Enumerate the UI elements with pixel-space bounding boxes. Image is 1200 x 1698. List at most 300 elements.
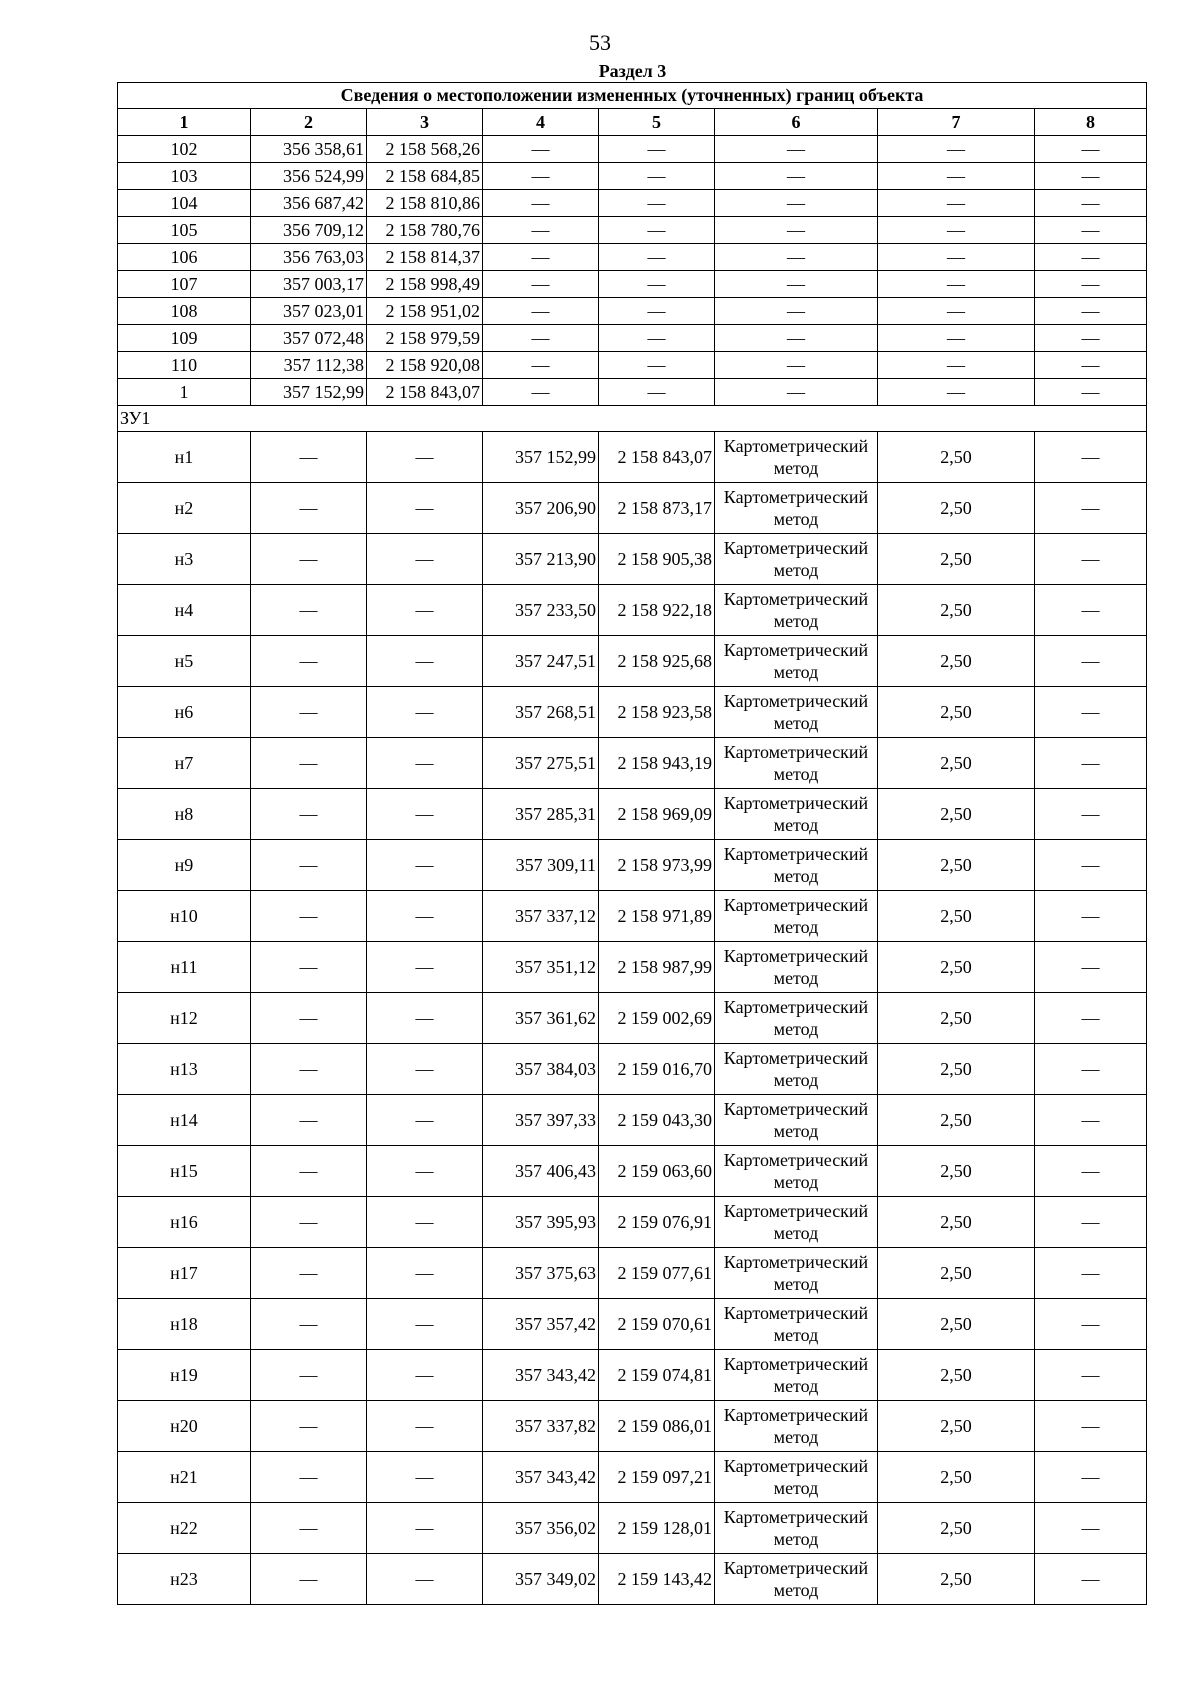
table-cell: — (251, 483, 367, 534)
table-cell: — (367, 1503, 483, 1554)
table-row (118, 687, 1147, 738)
table-cell: — (878, 244, 1035, 271)
table-cell: 2,50 (878, 687, 1035, 738)
table-cell: — (367, 1401, 483, 1452)
table-cell: — (483, 298, 599, 325)
table-cell: — (251, 891, 367, 942)
table-cell: — (483, 352, 599, 379)
table-cell: — (715, 190, 878, 217)
table-cell: н13 (118, 1044, 251, 1095)
table-cell: н7 (118, 738, 251, 789)
table-cell: 2 158 814,37 (367, 244, 483, 271)
table-cell: 357 247,51 (483, 636, 599, 687)
table-cell: — (599, 163, 715, 190)
table-cell: — (1035, 789, 1147, 840)
table-cell: Картометрический метод (715, 993, 878, 1044)
table-cell: 357 395,93 (483, 1197, 599, 1248)
table-cell: 356 687,42 (251, 190, 367, 217)
table-cell: — (1035, 325, 1147, 352)
column-number: 6 (715, 109, 878, 136)
table-cell: Картометрический метод (715, 687, 878, 738)
table-cell: — (483, 325, 599, 352)
table-caption: Сведения о местоположении измененных (уточненных) границ объекта (118, 83, 1147, 109)
table-cell: 2 159 086,01 (599, 1401, 715, 1452)
table-row (118, 163, 1147, 190)
table-cell: 2,50 (878, 840, 1035, 891)
table-cell: — (1035, 379, 1147, 406)
table-cell: — (483, 379, 599, 406)
table-cell: 2 159 070,61 (599, 1299, 715, 1350)
table-cell: 357 023,01 (251, 298, 367, 325)
column-number: 5 (599, 109, 715, 136)
table-cell: — (878, 217, 1035, 244)
table-row (118, 379, 1147, 406)
table-cell: н9 (118, 840, 251, 891)
table-cell: — (1035, 1044, 1147, 1095)
table-cell: 357 233,50 (483, 585, 599, 636)
table-cell: — (715, 244, 878, 271)
table-cell: — (367, 1095, 483, 1146)
table-cell: — (715, 352, 878, 379)
table-cell: Картометрический метод (715, 942, 878, 993)
table-cell: 2,50 (878, 993, 1035, 1044)
table-cell: 2 159 143,42 (599, 1554, 715, 1605)
table-cell: Картометрический метод (715, 1299, 878, 1350)
table-cell: — (1035, 1299, 1147, 1350)
table-cell: — (367, 1299, 483, 1350)
table-cell: Картометрический метод (715, 1401, 878, 1452)
table-row (118, 738, 1147, 789)
table-cell: 2 158 998,49 (367, 271, 483, 298)
table-cell: 357 343,42 (483, 1452, 599, 1503)
table-cell: н12 (118, 993, 251, 1044)
table-cell: 105 (118, 217, 251, 244)
section-title: Раздел 3 (598, 61, 667, 81)
table-cell: — (599, 298, 715, 325)
table-cell: — (367, 1554, 483, 1605)
table-cell: 2,50 (878, 1350, 1035, 1401)
table-cell: — (251, 1299, 367, 1350)
table-cell: 2,50 (878, 1248, 1035, 1299)
table-cell: 2,50 (878, 1146, 1035, 1197)
table-cell: — (251, 738, 367, 789)
table-cell: 356 524,99 (251, 163, 367, 190)
table-cell: — (251, 789, 367, 840)
table-cell: 2 159 077,61 (599, 1248, 715, 1299)
table-cell: — (1035, 217, 1147, 244)
table-row (118, 891, 1147, 942)
table-cell: 2 158 873,17 (599, 483, 715, 534)
table-cell: 357 112,38 (251, 352, 367, 379)
table-row (118, 1146, 1147, 1197)
table-cell: — (251, 1197, 367, 1248)
table-row (118, 271, 1147, 298)
table-cell: — (251, 1401, 367, 1452)
table-cell: 357 213,90 (483, 534, 599, 585)
table-cell: 2 159 043,30 (599, 1095, 715, 1146)
table-cell: — (367, 1197, 483, 1248)
table-cell: — (367, 738, 483, 789)
table-cell: 357 268,51 (483, 687, 599, 738)
table-body (118, 83, 1147, 1605)
table-cell: — (1035, 1401, 1147, 1452)
table-cell: — (1035, 483, 1147, 534)
table-cell: — (483, 190, 599, 217)
table-cell: 2 158 973,99 (599, 840, 715, 891)
table-cell: — (367, 840, 483, 891)
table-row (118, 432, 1147, 483)
column-number: 3 (367, 109, 483, 136)
table-cell: 107 (118, 271, 251, 298)
table-cell: 2 158 922,18 (599, 585, 715, 636)
table-cell: н3 (118, 534, 251, 585)
table-cell: 2 158 810,86 (367, 190, 483, 217)
table-cell: — (878, 298, 1035, 325)
table-cell: 2,50 (878, 1452, 1035, 1503)
table-row (118, 352, 1147, 379)
table-cell: — (1035, 1146, 1147, 1197)
table-cell: — (367, 483, 483, 534)
group-row (118, 406, 1147, 432)
table-cell: Картометрический метод (715, 483, 878, 534)
table-cell: 106 (118, 244, 251, 271)
table-cell: — (251, 1452, 367, 1503)
table-cell: н1 (118, 432, 251, 483)
table-cell: н22 (118, 1503, 251, 1554)
table-cell: 2 158 925,68 (599, 636, 715, 687)
table-cell: 357 309,11 (483, 840, 599, 891)
table-cell: 2 158 843,07 (599, 432, 715, 483)
table-cell: Картометрический метод (715, 1350, 878, 1401)
table-cell: н17 (118, 1248, 251, 1299)
table-cell: — (483, 271, 599, 298)
table-cell: 357 406,43 (483, 1146, 599, 1197)
table-cell: Картометрический метод (715, 1095, 878, 1146)
table-cell: — (1035, 1197, 1147, 1248)
table-cell: — (599, 379, 715, 406)
table-cell: 2 158 969,09 (599, 789, 715, 840)
table-cell: 2,50 (878, 1044, 1035, 1095)
table-row (118, 1452, 1147, 1503)
table-cell: — (251, 1554, 367, 1605)
table-cell: — (251, 840, 367, 891)
table-row (118, 534, 1147, 585)
table-cell: Картометрический метод (715, 534, 878, 585)
table-cell: — (483, 163, 599, 190)
table-cell: — (1035, 298, 1147, 325)
column-number: 2 (251, 109, 367, 136)
table-row (118, 636, 1147, 687)
table-row (118, 993, 1147, 1044)
table-cell: Картометрический метод (715, 1197, 878, 1248)
table-cell: 2,50 (878, 1401, 1035, 1452)
table-row (118, 1554, 1147, 1605)
table-cell: — (251, 1503, 367, 1554)
table-cell: — (1035, 1503, 1147, 1554)
table-row (118, 1197, 1147, 1248)
table-row (118, 325, 1147, 352)
table-row (118, 244, 1147, 271)
table-cell: — (1035, 190, 1147, 217)
table-cell: 103 (118, 163, 251, 190)
table-cell: — (1035, 942, 1147, 993)
column-number: 7 (878, 109, 1035, 136)
table-cell: 2 159 128,01 (599, 1503, 715, 1554)
table-cell: 2 158 923,58 (599, 687, 715, 738)
table-row (118, 1401, 1147, 1452)
table-cell: Картометрический метод (715, 738, 878, 789)
table-cell: — (1035, 163, 1147, 190)
table-cell: Картометрический метод (715, 789, 878, 840)
table-cell: 357 361,62 (483, 993, 599, 1044)
table-cell: — (367, 1044, 483, 1095)
table-cell: н18 (118, 1299, 251, 1350)
table-cell: — (367, 789, 483, 840)
table-cell: — (599, 325, 715, 352)
table-cell: н21 (118, 1452, 251, 1503)
table-cell: н10 (118, 891, 251, 942)
table-cell: — (715, 325, 878, 352)
table-cell: 2,50 (878, 942, 1035, 993)
table-cell: 2,50 (878, 1554, 1035, 1605)
table-cell: 357 206,90 (483, 483, 599, 534)
table-cell: Картометрический метод (715, 1044, 878, 1095)
table-cell: 357 384,03 (483, 1044, 599, 1095)
table-cell: — (1035, 993, 1147, 1044)
table-cell: 2 158 943,19 (599, 738, 715, 789)
table-cell: — (878, 190, 1035, 217)
table-cell: 357 349,02 (483, 1554, 599, 1605)
table-cell: 357 357,42 (483, 1299, 599, 1350)
table-cell: 2 159 002,69 (599, 993, 715, 1044)
table-cell: 357 356,02 (483, 1503, 599, 1554)
table-cell: — (1035, 271, 1147, 298)
table-cell: — (251, 534, 367, 585)
table-cell: н19 (118, 1350, 251, 1401)
column-number: 8 (1035, 109, 1147, 136)
table-cell: 2 158 684,85 (367, 163, 483, 190)
boundary-coordinates-table (117, 82, 1147, 1605)
table-cell: Картометрический метод (715, 1554, 878, 1605)
table-cell: — (367, 1350, 483, 1401)
table-cell: — (878, 379, 1035, 406)
table-cell: — (483, 244, 599, 271)
table-cell: 356 763,03 (251, 244, 367, 271)
table-cell: 2 159 016,70 (599, 1044, 715, 1095)
table-cell: 2,50 (878, 891, 1035, 942)
table-cell: 2 158 568,26 (367, 136, 483, 163)
table-row (118, 1095, 1147, 1146)
table-cell: — (1035, 687, 1147, 738)
table-cell: — (367, 942, 483, 993)
table-row (118, 789, 1147, 840)
table-cell: — (599, 217, 715, 244)
table-cell: — (1035, 432, 1147, 483)
table-cell: Картометрический метод (715, 432, 878, 483)
column-number-row (118, 109, 1147, 136)
table-cell: 2,50 (878, 1503, 1035, 1554)
table-cell: — (1035, 840, 1147, 891)
table-cell: 2,50 (878, 1197, 1035, 1248)
table-cell: — (1035, 1554, 1147, 1605)
table-cell: — (715, 217, 878, 244)
table-cell: Картометрический метод (715, 1146, 878, 1197)
table-cell: — (251, 636, 367, 687)
table-cell: 2 158 920,08 (367, 352, 483, 379)
table-cell: — (1035, 585, 1147, 636)
table-row (118, 483, 1147, 534)
table-cell: — (251, 432, 367, 483)
column-number: 4 (483, 109, 599, 136)
table-cell: н11 (118, 942, 251, 993)
table-cell: 357 343,42 (483, 1350, 599, 1401)
table-cell: 110 (118, 352, 251, 379)
table-cell: — (1035, 244, 1147, 271)
table-caption-row (118, 83, 1147, 109)
table-cell: н16 (118, 1197, 251, 1248)
table-cell: 2,50 (878, 432, 1035, 483)
table-cell: — (367, 534, 483, 585)
table-cell: — (599, 244, 715, 271)
table-row (118, 840, 1147, 891)
table-cell: 2 158 951,02 (367, 298, 483, 325)
table-cell: 2 158 905,38 (599, 534, 715, 585)
table-cell: — (715, 163, 878, 190)
table-cell: н5 (118, 636, 251, 687)
table-cell: н23 (118, 1554, 251, 1605)
table-cell: — (1035, 1350, 1147, 1401)
table-cell: 357 375,63 (483, 1248, 599, 1299)
table-cell: — (367, 1248, 483, 1299)
table-cell: — (1035, 352, 1147, 379)
table-cell: 2 159 074,81 (599, 1350, 715, 1401)
table-cell: 357 152,99 (251, 379, 367, 406)
table-cell: — (878, 163, 1035, 190)
table-cell: 2,50 (878, 585, 1035, 636)
table-cell: — (251, 993, 367, 1044)
table-cell: 2,50 (878, 483, 1035, 534)
table-cell: — (367, 432, 483, 483)
table-cell: — (483, 217, 599, 244)
table-cell: 357 275,51 (483, 738, 599, 789)
table-row (118, 942, 1147, 993)
table-cell: — (367, 891, 483, 942)
table-cell: — (878, 271, 1035, 298)
table-cell: н14 (118, 1095, 251, 1146)
table-row (118, 217, 1147, 244)
table-cell: — (483, 136, 599, 163)
table-cell: 356 709,12 (251, 217, 367, 244)
table-cell: н20 (118, 1401, 251, 1452)
table-row (118, 585, 1147, 636)
table-cell: — (251, 1146, 367, 1197)
table-cell: 2 159 063,60 (599, 1146, 715, 1197)
table-cell: — (251, 687, 367, 738)
table-cell: 2 159 076,91 (599, 1197, 715, 1248)
table-cell: — (1035, 136, 1147, 163)
table-cell: — (878, 352, 1035, 379)
table-cell: — (1035, 534, 1147, 585)
table-cell: — (367, 687, 483, 738)
table-cell: — (599, 271, 715, 298)
table-cell: н2 (118, 483, 251, 534)
table-cell: — (715, 298, 878, 325)
table-cell: 357 337,12 (483, 891, 599, 942)
table-cell: — (1035, 1248, 1147, 1299)
table-cell: — (367, 993, 483, 1044)
table-cell: — (715, 379, 878, 406)
table-cell: 2 158 979,59 (367, 325, 483, 352)
table-cell: — (1035, 1452, 1147, 1503)
table-cell: 357 351,12 (483, 942, 599, 993)
table-cell: Картометрический метод (715, 1452, 878, 1503)
table-cell: Картометрический метод (715, 1248, 878, 1299)
table-cell: — (715, 136, 878, 163)
table-cell: н8 (118, 789, 251, 840)
table-row (118, 190, 1147, 217)
table-cell: — (1035, 891, 1147, 942)
table-cell: 2 158 780,76 (367, 217, 483, 244)
table-cell: — (251, 1044, 367, 1095)
table-row (118, 1350, 1147, 1401)
table-row (118, 298, 1147, 325)
column-number: 1 (118, 109, 251, 136)
table-cell: 109 (118, 325, 251, 352)
table-cell: 2 158 987,99 (599, 942, 715, 993)
table-cell: — (1035, 636, 1147, 687)
table-cell: Картометрический метод (715, 840, 878, 891)
table-cell: 2,50 (878, 1299, 1035, 1350)
table-cell: — (367, 585, 483, 636)
table-cell: 104 (118, 190, 251, 217)
table-cell: — (878, 136, 1035, 163)
table-row (118, 1248, 1147, 1299)
table-cell: — (1035, 1095, 1147, 1146)
table-cell: 357 072,48 (251, 325, 367, 352)
table-cell: 2 158 971,89 (599, 891, 715, 942)
table-cell: — (715, 271, 878, 298)
table-cell: — (251, 1095, 367, 1146)
table-cell: — (251, 585, 367, 636)
table-cell: — (367, 636, 483, 687)
table-cell: 108 (118, 298, 251, 325)
table-cell: н4 (118, 585, 251, 636)
table-cell: 357 285,31 (483, 789, 599, 840)
table-cell: 102 (118, 136, 251, 163)
group-label: ЗУ1 (118, 406, 1147, 432)
table-cell: 357 003,17 (251, 271, 367, 298)
table-cell: 357 152,99 (483, 432, 599, 483)
table-cell: 2,50 (878, 1095, 1035, 1146)
table-cell: — (599, 190, 715, 217)
table-cell: 2,50 (878, 738, 1035, 789)
table-cell: — (1035, 738, 1147, 789)
table-cell: 2 158 843,07 (367, 379, 483, 406)
table-cell: Картометрический метод (715, 1503, 878, 1554)
table-cell: Картометрический метод (715, 891, 878, 942)
table-cell: — (599, 136, 715, 163)
table-cell: Картометрический метод (715, 636, 878, 687)
table-row (118, 1503, 1147, 1554)
page-number: 53 (589, 30, 611, 55)
table-cell: 2 159 097,21 (599, 1452, 715, 1503)
table-row (118, 1044, 1147, 1095)
table-cell: 2,50 (878, 534, 1035, 585)
table-cell: 2,50 (878, 789, 1035, 840)
table-row (118, 1299, 1147, 1350)
table-cell: н15 (118, 1146, 251, 1197)
table-cell: 1 (118, 379, 251, 406)
